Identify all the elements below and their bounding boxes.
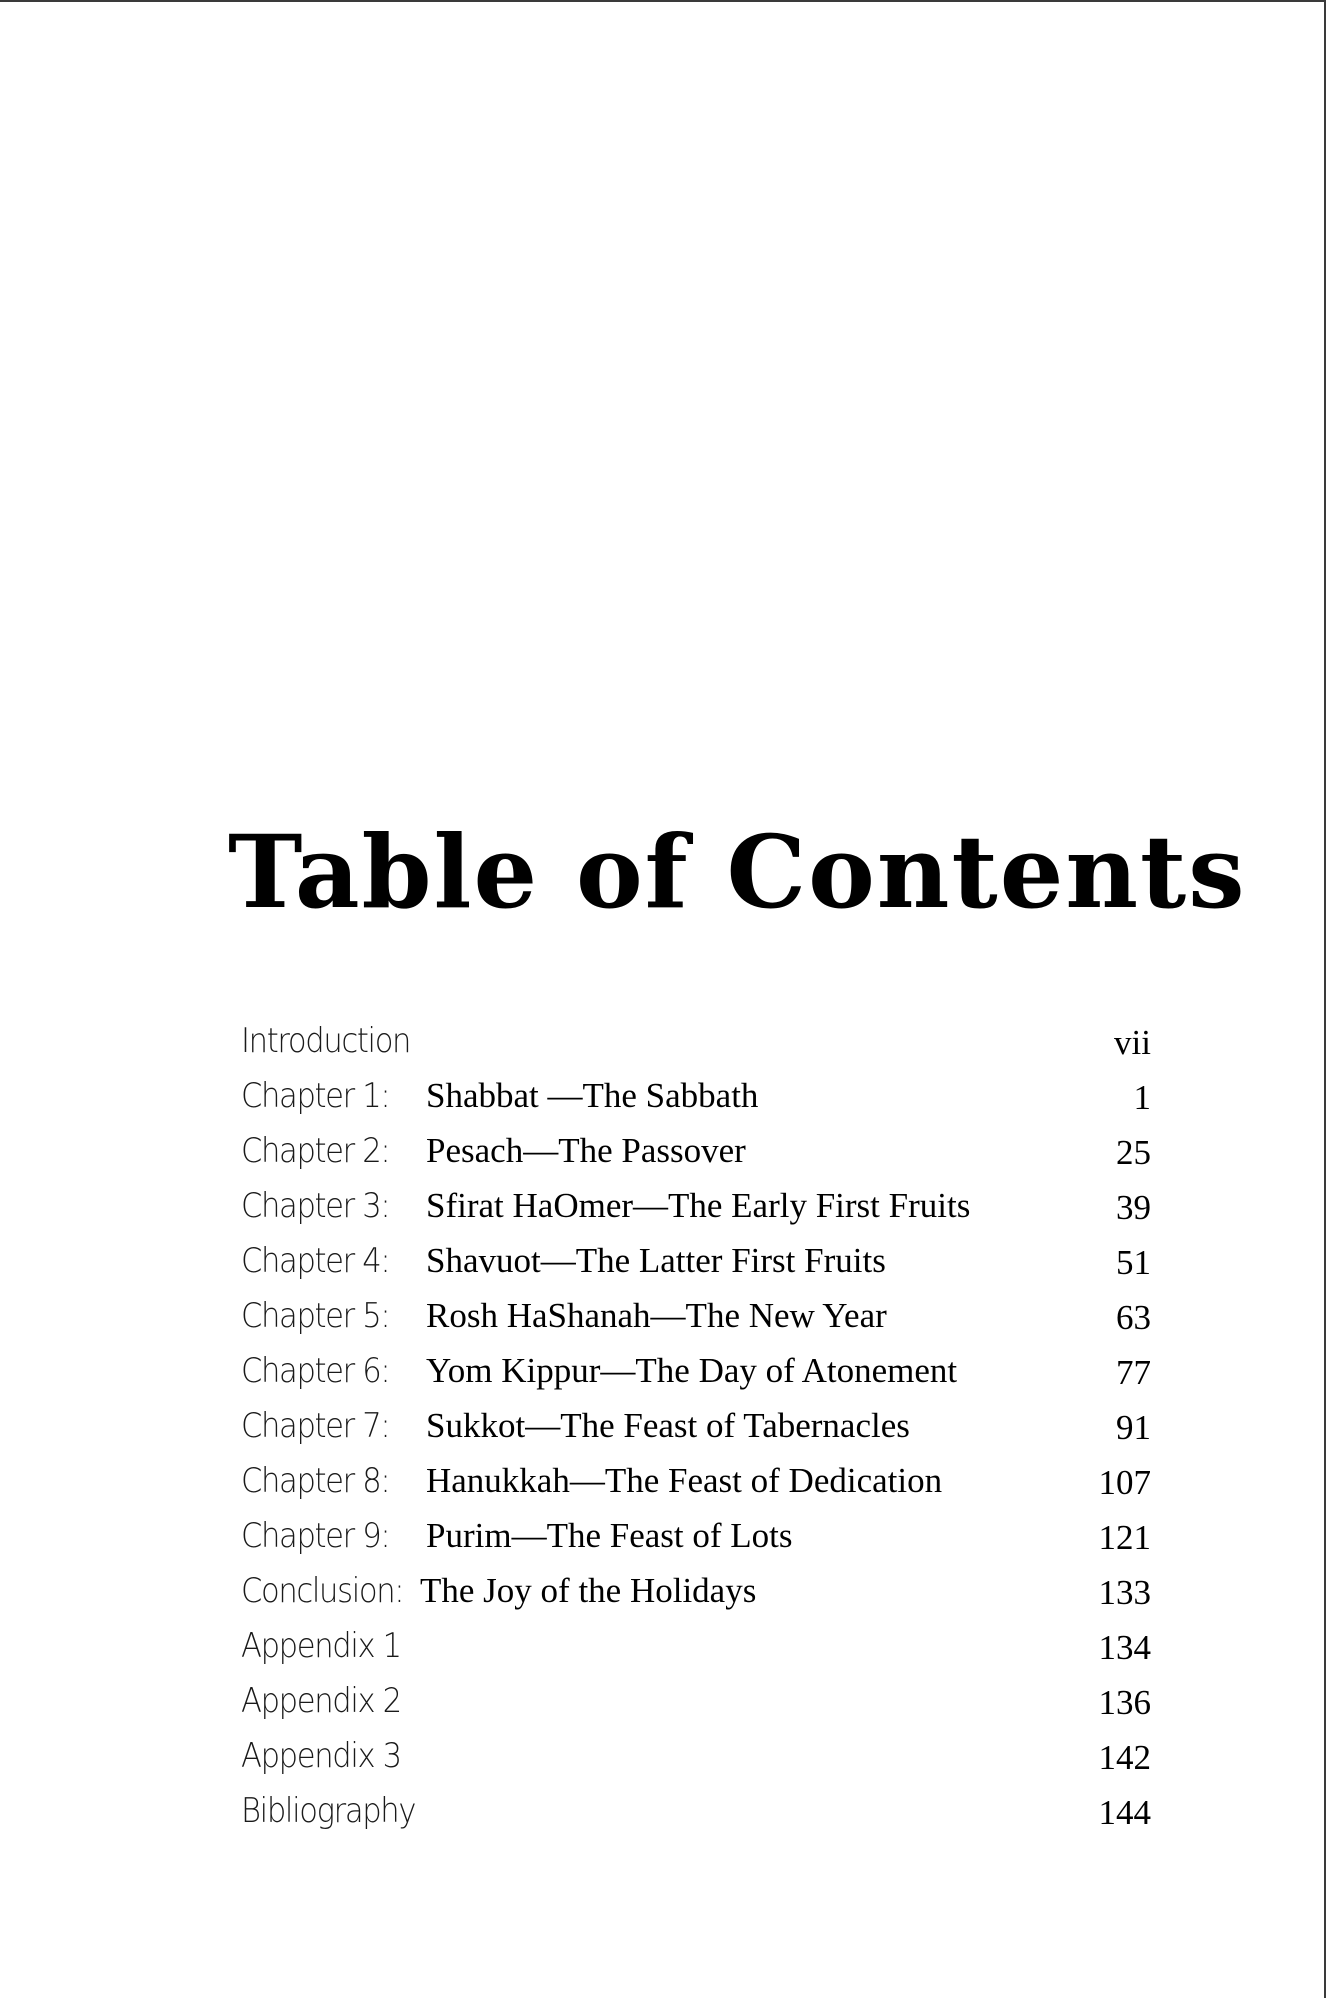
toc-entry-heading: Purim—The Feast of Lots [426,1516,793,1555]
toc-entry-label: Introduction [241,1021,411,1061]
toc-entry-appendix-1 [241,1617,1151,1672]
toc-entry-label: Chapter 4: [241,1241,390,1281]
toc-entry-page-number: 133 [1098,1573,1151,1612]
toc-entry-label: Appendix 3 [241,1736,401,1776]
toc-entry-page-number: 77 [1116,1353,1151,1392]
page-title: Table of Contents [228,813,1247,931]
toc-entry-page-number: 25 [1116,1133,1151,1172]
toc-entry-page-number: 121 [1098,1518,1151,1557]
toc-entry-label: Chapter 5: [241,1296,390,1336]
toc-entry-heading: Sukkot—The Feast of Tabernacles [426,1406,910,1445]
toc-entry-chapter-6 [241,1342,1151,1397]
toc-entry-label: Appendix 2 [241,1681,401,1721]
toc-entry-chapter-4 [241,1232,1151,1287]
toc-entry-page-number: 1 [1133,1078,1151,1117]
toc-entry-chapter-8 [241,1452,1151,1507]
toc-entry-label: Bibliography [241,1791,416,1831]
toc-entry-chapter-3 [241,1177,1151,1232]
toc-entry-heading: Pesach—The Passover [426,1131,746,1170]
toc-entry-page-number: 39 [1116,1188,1151,1227]
toc-entry-label: Chapter 6: [241,1351,390,1391]
toc-entry-page-number: 142 [1098,1738,1151,1777]
toc-entry-label: Chapter 8: [241,1461,390,1501]
toc-entry-chapter-1 [241,1067,1151,1122]
toc-entry-heading: Yom Kippur—The Day of Atonement [426,1351,958,1390]
toc-entry-page-number: 107 [1098,1463,1151,1502]
toc-entry-label: Conclusion: [241,1571,404,1611]
toc-entry-label: Chapter 1: [241,1076,390,1116]
toc-entry-label: Appendix 1 [241,1626,401,1666]
toc-entry-label: Chapter 3: [241,1186,390,1226]
toc-entry-appendix-2 [241,1672,1151,1727]
toc-entry-chapter-5 [241,1287,1151,1342]
toc-entry-bibliography [241,1782,1151,1837]
toc-entry-appendix-3 [241,1727,1151,1782]
toc-entry-page-number: 91 [1116,1408,1151,1447]
toc-entry-label: Chapter 7: [241,1406,390,1446]
toc-entry-heading: Shabbat —The Sabbath [426,1076,759,1115]
toc-entry-label: Chapter 9: [241,1516,390,1556]
table-of-contents [241,1012,1151,1837]
toc-entry-chapter-9 [241,1507,1151,1562]
toc-entry-page-number: vii [1114,1023,1151,1062]
toc-entry-chapter-2 [241,1122,1151,1177]
toc-entry-introduction [241,1012,1151,1067]
toc-entry-chapter-7 [241,1397,1151,1452]
toc-entry-heading: Hanukkah—The Feast of Dedication [426,1461,943,1500]
toc-entry-page-number: 51 [1116,1243,1151,1282]
toc-entry-heading: Shavuot—The Latter First Fruits [426,1241,886,1280]
toc-entry-label: Chapter 2: [241,1131,390,1171]
toc-entry-page-number: 144 [1098,1793,1151,1832]
toc-entry-conclusion [241,1562,1151,1617]
toc-entry-page-number: 136 [1098,1683,1151,1722]
page-edge-top [0,0,1326,2]
toc-entry-page-number: 134 [1098,1628,1151,1667]
toc-entry-page-number: 63 [1116,1298,1151,1337]
toc-entry-heading: The Joy of the Holidays [420,1571,757,1610]
toc-entry-heading: Rosh HaShanah—The New Year [426,1296,887,1335]
toc-entry-heading: Sfirat HaOmer—The Early First Fruits [426,1186,971,1225]
